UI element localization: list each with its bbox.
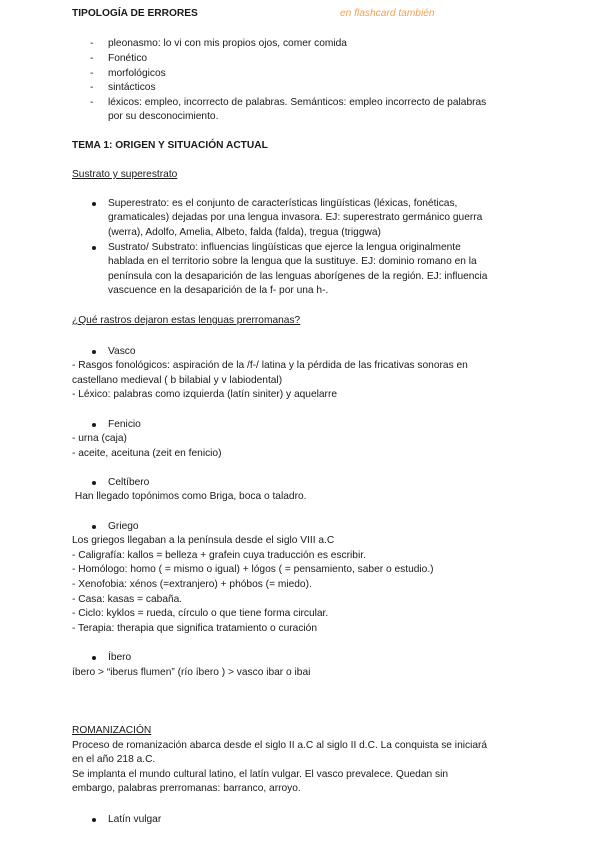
language-label: Vasco [108,346,136,357]
subheading: ROMANIZACIÓN [72,725,152,736]
dash-marker: - [90,68,94,79]
list-item: Fonético [108,53,148,64]
bullet-marker [92,525,96,529]
paragraph-line: - Rasgos fonológicos: aspiración de la /f-/ latina y la pérdida de las fricativas sonoras en [72,360,468,371]
language-label: Celtíbero [108,477,150,488]
paragraph-line: península con la desaparición de las lenguas aborígenes de la región. EJ: influencia [108,271,488,282]
paragraph-line: en el año 218 a.C. [72,754,156,765]
bullet-marker [92,350,96,354]
paragraph-line: Los griegos llegaban a la península desde el siglo VIII a.C [72,535,335,546]
list-item: léxicos: empleo, incorrecto de palabras. Semánticos: empleo incorrecto de palabras [108,97,487,108]
bullet-marker [92,202,96,206]
paragraph-line: - Terapia: therapia que significa tratamiento o curación [72,623,318,634]
paragraph-line: (werra), Adolfo, Amelia, Albeto, falda (falda), tregua (triggwa) [108,227,381,238]
paragraph-line: vascuence en la desaparición de la f- por una h-. [108,285,329,296]
language-label: Fenicio [108,419,141,430]
subheading: ¿Qué rastros dejaron estas lenguas prerromanas? [72,315,301,326]
dash-marker: - [90,53,94,64]
paragraph-line: - aceite, aceituna (zeit en fenicio) [72,448,222,459]
language-label: Latín vulgar [108,814,162,825]
language-label: Griego [108,521,139,532]
subheading: Sustrato y superestrato [72,169,178,180]
list-item: sintácticos [108,82,156,93]
paragraph-line: castellano medieval ( b bilabial y v labiodental) [72,375,283,386]
paragraph-line: - Homólogo: homo ( = mismo o igual) + lógos ( = pensamiento, saber o estudio.) [72,564,434,575]
paragraph-line: embargo, palabras prerromanas: barranco, arroyo. [72,783,301,794]
list-item-continuation: por su desconocimiento. [108,111,219,122]
paragraph-line: - Ciclo: kyklos = rueda, círculo o que tiene forma circular. [72,608,329,619]
document-title: TIPOLOGÍA DE ERRORES [72,8,198,19]
paragraph-line: gramaticales) dejadas por una lengua invasora. EJ: superestrato germánico guerra [108,212,483,223]
dash-marker: - [90,38,94,49]
bullet-marker [92,818,96,822]
bullet-marker [92,423,96,427]
paragraph-line: íbero > “iberus flumen” (río íbero ) > vasco ibar o ibai [72,667,311,678]
bullet-marker [92,656,96,660]
paragraph-line: Sustrato/ Substrato: influencias lingüísticas que ejerce la lengua originalmente [108,242,461,253]
paragraph-line: Proceso de romanización abarca desde el siglo II a.C al siglo II d.C. La conquista se iniciará [72,740,488,751]
paragraph-line: - Casa: kasas = cabaña. [72,594,183,605]
dash-marker: - [90,97,94,108]
section-title: TEMA 1: ORIGEN Y SITUACIÓN ACTUAL [72,140,268,151]
flashcard-note: en flashcard también [340,8,435,19]
paragraph-line: hablada en el territorio sobre la lengua que la sustituye. EJ: dominio romano en la [108,256,477,267]
paragraph-line: - Xenofobia: xénos (=extranjero) + phóbos (= miedo). [72,579,312,590]
dash-marker: - [90,82,94,93]
paragraph-line: Se implanta el mundo cultural latino, el latín vulgar. El vasco prevalece. Quedan sin [72,769,449,780]
language-label: Íbero [108,652,132,663]
bullet-marker [92,246,96,250]
paragraph-line: - Caligrafía: kallos = belleza + grafein cuya traducción es escribir. [72,550,366,561]
paragraph-line: - urna (caja) [72,433,127,444]
paragraph-line: - Léxico: palabras como izquierda (latín siniter) y aquelarre [72,389,337,400]
bullet-marker [92,481,96,485]
list-item: pleonasmo: lo vi con mis propios ojos, comer comida [108,38,347,49]
paragraph-line: Han llegado topónimos como Briga, boca o taladro. [72,491,307,502]
paragraph-line: Superestrato: es el conjunto de características lingüísticas (léxicas, fonéticas, [108,198,458,209]
list-item: morfológicos [108,68,166,79]
